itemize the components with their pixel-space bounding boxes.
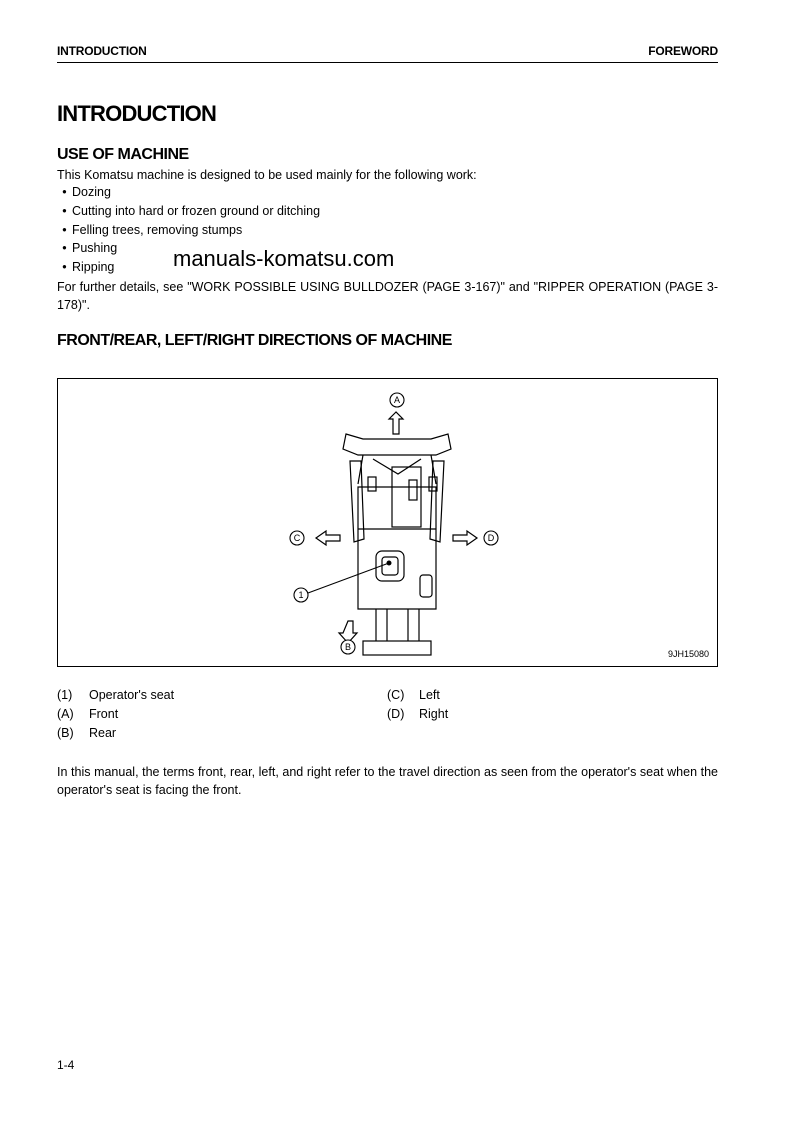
page-title: INTRODUCTION [57,101,217,126]
right-arrow [453,531,477,545]
seat-leader-dot [387,561,392,566]
legend-label: Left [419,688,440,702]
rear-label: B [344,642,352,652]
legend-left [57,686,174,742]
legend-item-left [387,686,448,705]
watermark-text: manuals-komatsu.com [173,246,395,271]
list-item: • Ripping [57,258,320,277]
legend-label: Operator's seat [89,688,175,702]
legend-right [387,686,448,724]
machine-diagram [58,379,719,668]
legend-label: Front [89,706,119,721]
left-arrow [316,531,340,545]
machine-body [358,487,436,609]
left-label: C [293,533,301,543]
left-cylinder [368,477,376,491]
ripper-beam [363,641,431,655]
legend-item-seat [57,686,174,705]
list-item: • Felling trees, removing stumps [57,221,320,240]
page-number: 1-4 [57,1058,75,1072]
list-item: • Cutting into hard or frozen ground or ditching [57,202,320,221]
push-arm-lines [358,455,436,484]
legend-key: (A) [57,706,74,721]
side-tank [420,575,432,597]
legend-key: (1) [57,688,73,702]
legend-item-rear [57,724,174,743]
header-section-right: FOREWORD [648,44,718,58]
front-label: A [393,395,401,405]
seat-cushion [382,557,398,575]
front-arrow [389,412,403,434]
list-item: • Dozing [57,183,320,202]
legend-item-front [57,705,174,724]
header-section-left: INTRODUCTION [57,44,147,58]
directions-heading: FRONT/REAR, LEFT/RIGHT DIRECTIONS OF MACHINE [57,332,452,349]
blade-shape [343,434,451,455]
right-label: D [487,533,495,543]
header-divider [57,62,718,63]
left-track [350,461,364,542]
legend-key: (C) [387,688,405,702]
directions-note: In this manual, the terms front, rear, left, and right refer to the travel direction as seen from the operator's seat when the operator's seat is facing the front. [57,765,718,797]
legend-key: (B) [57,725,74,740]
right-track [430,461,444,542]
seat-label: 1 [298,590,304,600]
details-text: For further details, see "WORK POSSIBLE USING BULLDOZER (PAGE 3-167)" and "RIPPER OPERATION (PAGE 3-178)". [57,280,718,312]
use-intro-text: This Komatsu machine is designed to be used mainly for the following work: [57,168,477,182]
direction-figure [57,378,718,667]
legend-key: (D) [387,706,405,721]
hood-detail [409,480,417,500]
use-of-machine-heading: USE OF MACHINE [57,146,189,163]
figure-code: 9JH15080 [667,649,709,659]
list-item: • Pushing [57,239,320,258]
legend-label: Right [419,706,449,721]
legend-label: Rear [89,725,117,740]
legend-item-right [387,705,448,724]
ripper-frame-lines [376,609,419,641]
